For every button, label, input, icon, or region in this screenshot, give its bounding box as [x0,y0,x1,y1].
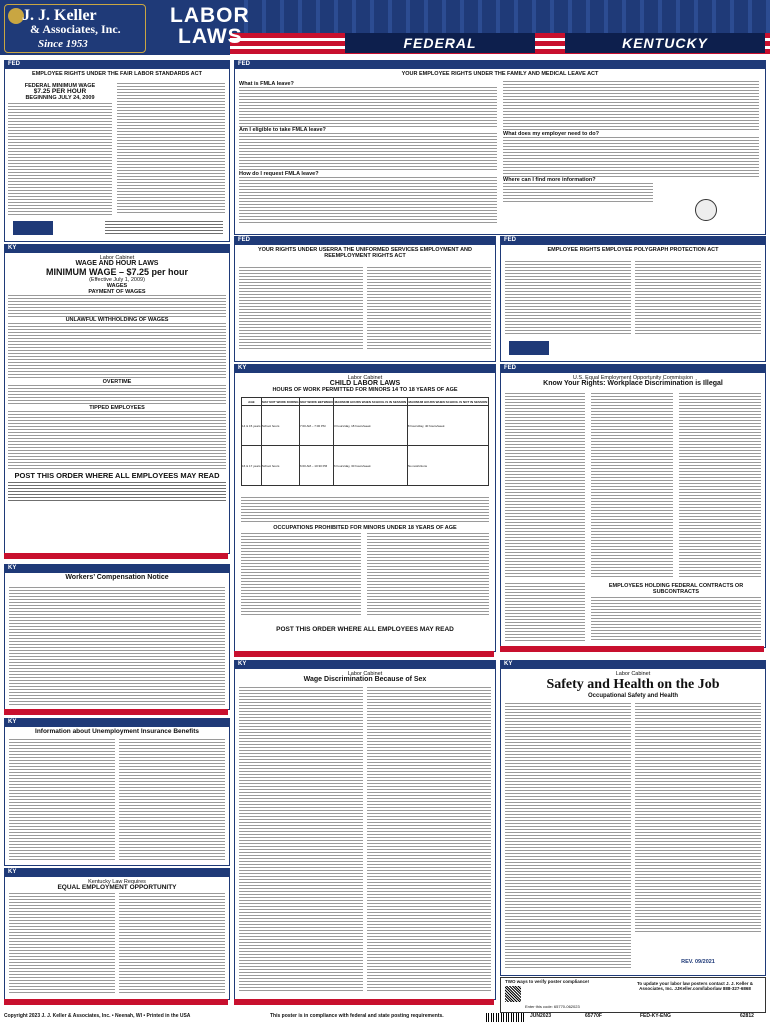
ky-tipped-text [8,411,226,469]
wc-rev-bar [4,709,228,715]
ky-tipped-label: TIPPED EMPLOYEES [89,405,145,411]
table-cell: No restrictions [407,446,488,486]
flsa-min-wage-label: FEDERAL MINIMUM WAGE [24,83,96,89]
child-ky-tab: KY [234,364,250,372]
flsa-left-text [8,103,112,215]
wage-disc-bar [234,660,496,668]
verify-online: Enter this code: 65770-062023 [525,1004,580,1009]
ky-eeo-rev-bar [4,999,228,1005]
wage-disc-left [239,687,363,993]
whd-contact [105,221,223,235]
child-th-noschool: MAXIMUM HOURS WHEN SCHOOL IS NOT IN SESSION [408,399,488,404]
qr-code-icon [695,199,717,221]
fmla-a5 [503,183,653,203]
barcode-icon [486,1013,526,1022]
wage-disc-right [367,687,491,993]
child-post: POST THIS ORDER WHERE ALL EMPLOYEES MAY READ [276,626,454,633]
ky-wage-title: WAGE AND HOUR LAWS [75,260,159,267]
wc-ky-tab: KY [4,564,20,572]
osh-sub: Occupational Safety and Health [587,693,679,699]
osh-cabinet: Labor Cabinet [615,671,651,677]
flsa-poster [4,68,230,242]
table-cell: 14 & 15 years [242,406,262,446]
ky-eeo-tab: KY [4,868,20,876]
child-sub: HOURS OF WORK PERMITTED FOR MINORS 14 TO 18 YEARS OF AGE [272,387,458,393]
footer-product: JUN2023 [530,1013,552,1019]
state-ribbon: KENTUCKY [565,33,765,53]
osh-right [635,703,761,933]
federal-ribbon: FEDERAL [345,33,535,53]
ky-overtime-label: OVERTIME [102,379,132,385]
ky-eeo-title: EQUAL EMPLOYMENT OPPORTUNITY [57,884,177,891]
poster-title-line1: LABOR [170,4,250,27]
ky-eeo-sub: Kentucky Law Requires [88,879,146,885]
footer-code: FED-KY-ENG [640,1013,671,1019]
footer-copyright: Copyright 2023 J. J. Keller & Associates, Inc. • Neenah, WI • Printed in the USA [4,1013,191,1019]
child-occ-title: OCCUPATIONS PROHIBITED FOR MINORS UNDER 18 YEARS OF AGE [273,525,457,531]
fmla-poster [234,68,766,235]
userra-bar [234,236,496,244]
eppa-whd-logo [509,341,549,355]
ui-left-text [9,739,115,861]
osh-poster [500,668,766,976]
wc-bar [4,564,230,572]
table-cell: School hours [261,446,299,486]
table-cell: 7:00 AM – 7:00 PM [299,406,333,446]
ky-payment-label: PAYMENT OF WAGES [88,289,146,295]
table-cell: 8 hours/day, 40 hours/week [407,406,488,446]
fmla-a2 [239,133,497,171]
eeo-bar [500,364,766,372]
footer-item: 62812 [740,1013,754,1019]
fmla-a3 [239,177,497,223]
flsa-title: EMPLOYEE RIGHTS UNDER THE FAIR LABOR STANDARDS ACT [32,71,202,77]
ky-wage-cabinet: Labor Cabinet [99,255,135,261]
table-cell: 16 & 17 years [242,446,262,486]
userra-fed-tab: FED [234,236,254,244]
eppa-right-text [635,261,761,335]
ky-payment-text [8,295,226,317]
ky-min-wage-date: (Effective July 1, 2009) [89,277,145,283]
ui-title: Information about Unemployment Insurance Benefits [35,728,199,735]
child-hours-table [241,397,489,486]
ky-withholding-text [8,323,226,379]
ky-overtime-text [8,385,226,405]
company-name: J. J. Keller [22,7,97,24]
ui-ky-tab: KY [4,718,20,726]
wage-disc-cabinet: Labor Cabinet [347,671,383,677]
flsa-bar [4,60,230,68]
flsa-right-text [117,83,225,215]
eeo-col2 [591,393,673,577]
eeo-col1 [505,393,585,577]
eppa-bar [500,236,766,244]
eeo-fed-contract-title: EMPLOYEES HOLDING FEDERAL CONTRACTS OR SUBCONTRACTS [608,583,744,595]
child-th-school: MAXIMUM HOURS WHEN SCHOOL IS IN SESSION [334,399,407,404]
child-occ-left [241,533,361,617]
company-subname: & Associates, Inc. [30,22,121,36]
userra-right-text [367,267,491,349]
ui-right-text [119,739,225,861]
osh-bar [500,660,766,668]
ky-wage-poster [4,252,230,554]
fmla-q3: How do I request FMLA leave? [239,171,319,177]
fmla-q4: What does my employer need to do? [503,131,599,137]
verify-box [500,977,766,1013]
fmla-bar [234,60,766,68]
update-box: To update your labor law posters contact J. J. Keller & Associates, Inc. JJKeller.com/laborlaw 888-327-6868 [637,981,753,991]
ky-wage-bar [4,244,230,252]
eeo-poster [500,372,766,648]
ky-eeo-bar [4,868,230,876]
workers-comp-poster [4,572,230,710]
osh-left [505,703,631,969]
fmla-fed-tab: FED [234,60,254,68]
child-th-age: AGE [242,398,262,406]
ky-min-wage: MINIMUM WAGE – $7.25 per hour [45,267,189,277]
eeo-col3 [679,393,761,577]
ky-wage-tab: KY [4,244,20,252]
eeo-fed-contract-text [591,597,761,641]
wage-disc-poster [234,668,496,1000]
verify-label: TWO ways to verify poster compliance! [505,979,590,984]
child-cabinet: Labor Cabinet [347,375,383,381]
fmla-a1 [239,87,497,127]
ky-wage-rev-bar [4,553,228,559]
eeo-sub: U.S. Equal Employment Opportunity Commission [572,375,694,381]
wc-title: Workers’ Compensation Notice [65,574,169,581]
wage-disc-rev-bar [234,999,494,1005]
fmla-q5: Where can I find more information? [503,177,596,183]
fmla-a4 [503,137,759,177]
eppa-poster [500,244,766,362]
eppa-title: EMPLOYEE RIGHTS EMPLOYEE POLYGRAPH PROTECTION ACT [547,247,719,253]
flsa-fed-tab: FED [4,60,24,68]
child-rev-bar [234,651,494,657]
wc-text [9,587,225,705]
ky-eeo-left [9,893,115,995]
ui-bar [4,718,230,726]
qr-code-icon [505,986,521,1002]
flag-stars-band [230,0,770,33]
userra-title: YOUR RIGHTS UNDER USERRA THE UNIFORMED SERVICES EMPLOYMENT AND REEMPLOYMENT RIGHTS ACT [257,247,472,259]
flsa-date: BEGINNING JULY 24, 2009 [25,95,95,101]
userra-poster [234,244,496,362]
eeo-fed-tab: FED [500,364,520,372]
osh-rev: REV. 09/2021 [681,959,715,965]
wage-disc-title: Wage Discrimination Because of Sex [303,676,427,683]
child-th-notwork: MAY NOT WORK DURING [262,399,299,404]
footer-sku: 65770F [585,1013,602,1019]
osh-ky-tab: KY [500,660,516,668]
whd-logo [13,221,53,235]
flsa-rate: $7.25 PER HOUR [33,88,87,95]
table-cell: 6:00 AM – 10:30 PM [299,446,333,486]
eeo-col1b [505,583,585,641]
fmla-a3b [503,81,759,131]
userra-left-text [239,267,363,349]
wage-disc-ky-tab: KY [234,660,250,668]
child-bar [234,364,496,372]
ky-wage-contacts [8,482,226,502]
child-title: CHILD LABOR LAWS [329,380,401,387]
table-cell: School hours [261,406,299,446]
eeo-rev-bar [500,646,764,652]
fmla-q2: Am I eligible to take FMLA leave? [239,127,326,133]
table-cell: 6 hours/day, 30 hours/week [334,446,408,486]
child-occ-right [367,533,489,617]
eeo-title: Know Your Rights: Workplace Discrimination is Illegal [543,380,723,387]
osh-title: Safety and Health on the Job [546,677,720,692]
company-since: Since 1953 [38,38,88,50]
fmla-title: YOUR EMPLOYEE RIGHTS UNDER THE FAMILY AND MEDICAL LEAVE ACT [401,71,599,77]
fmla-q1: What is FMLA leave? [239,81,294,87]
ky-withholding-label: UNLAWFUL WITHHOLDING OF WAGES [65,317,169,323]
eppa-left-text [505,261,631,335]
poster-title-line2: LAWS [178,25,243,48]
ky-eeo-poster [4,876,230,1000]
ky-wages-label: WAGES [106,283,128,289]
ky-eeo-right [119,893,225,995]
child-th-maywork: MAY WORK BETWEEN [300,399,333,404]
child-labor-poster [234,372,496,652]
eppa-fed-tab: FED [500,236,520,244]
table-cell: 3 hours/day, 18 hours/week [334,406,408,446]
footer-notice: This poster is in compliance with federal and state posting requirements. [270,1013,444,1019]
ky-wage-post-notice: POST THIS ORDER WHERE ALL EMPLOYEES MAY READ [14,471,220,480]
ui-benefits-poster [4,726,230,866]
child-table-notes [241,497,489,523]
